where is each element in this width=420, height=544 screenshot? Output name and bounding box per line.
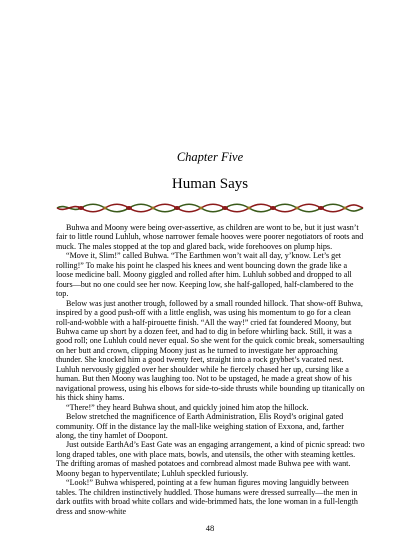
body-paragraph: Below was just another trough, followed by a small rounded hillock. That show-off Buhwa, inspired by a good push-off with a little english, was using his momentum to go for a clean roll-and-wobble with a half-pirouette finish. “All the way!” cried fat foundered Moony, but Buhwa came up short by a dozen feet, and had to dig in before whirling back. Still, it was a good roll; one Luhluh could never equal. So she went for the quick comic break, somersaulting on her butt and crown, clipping Moony just as he turned to investigate her approaching thunder. She knocked him a good twenty feet, straight into a rock grybbet’s vacated nest. Luhluh nervously giggled over her shoulder while he fiercely chased her up, cursing like a human. But then Moony was laughing too. Not to be upstaged, he made a great show of his navigational prowess, using his elbows for side-to-side thrusts while bounding up titanically on his thick shiny hams. bbox=[56, 298, 365, 403]
decorative-vine-divider bbox=[55, 201, 365, 215]
body-paragraph: “There!” they heard Buhwa shout, and quickly joined him atop the hillock. bbox=[66, 402, 309, 412]
body-paragraph: Just outside EarthAd’s East Gate was an engaging arrangement, a kind of picnic spread: two long draped tables, one with place mats, bowls, and utensils, the other with steaming kettles. The drifting aromas of mashed potatoes and cornbread almost made Buhwa pee with want. Moony began to hyperventilate; Luhluh speckled furiously. bbox=[56, 440, 365, 478]
body-paragraph: “Move it, Slim!” called Buhwa. “The Earthmen won’t wait all day, y’know. Let’s get rolling!” To make his point he clasped his knees and went bouncing down the grade like a loose medicine ball. Moony giggled and rolled after him. Luhluh sobbed and dropped to all fours—but no one could see her now. Keeping low, she half-galloped, half-clambered to the top. bbox=[56, 251, 354, 299]
body-paragraph: “Look!” Buhwa whispered, pointing at a few human figures moving languidly between tables. The children instinctively huddled. Those humans were dressed surreally—the men in dark outfits with broad white collars and wide-brimmed hats, the lone woman in a full-length dress and snow-white bbox=[56, 478, 358, 516]
chapter-label: Chapter Five bbox=[176, 150, 244, 164]
chapter-body bbox=[56, 223, 365, 516]
page-number: 48 bbox=[205, 523, 215, 533]
body-paragraph: Buhwa and Moony were being over-assertive, as children are wont to be, but it just wasn’t fair to little round Luhluh, whose narrower female hooves were poorer negotiators of roots and muck. The males stopped at the top and glared back, wide forehooves on plump hips. bbox=[56, 223, 364, 251]
body-paragraph: Below stretched the magnificence of Earth Administration, Elis Royd’s original gated community. Off in the distance lay the mall-like weighing station of Exxona, and, farther along, the tiny hamlet of Doopont. bbox=[56, 412, 344, 440]
chapter-title: Human Says bbox=[171, 176, 249, 192]
